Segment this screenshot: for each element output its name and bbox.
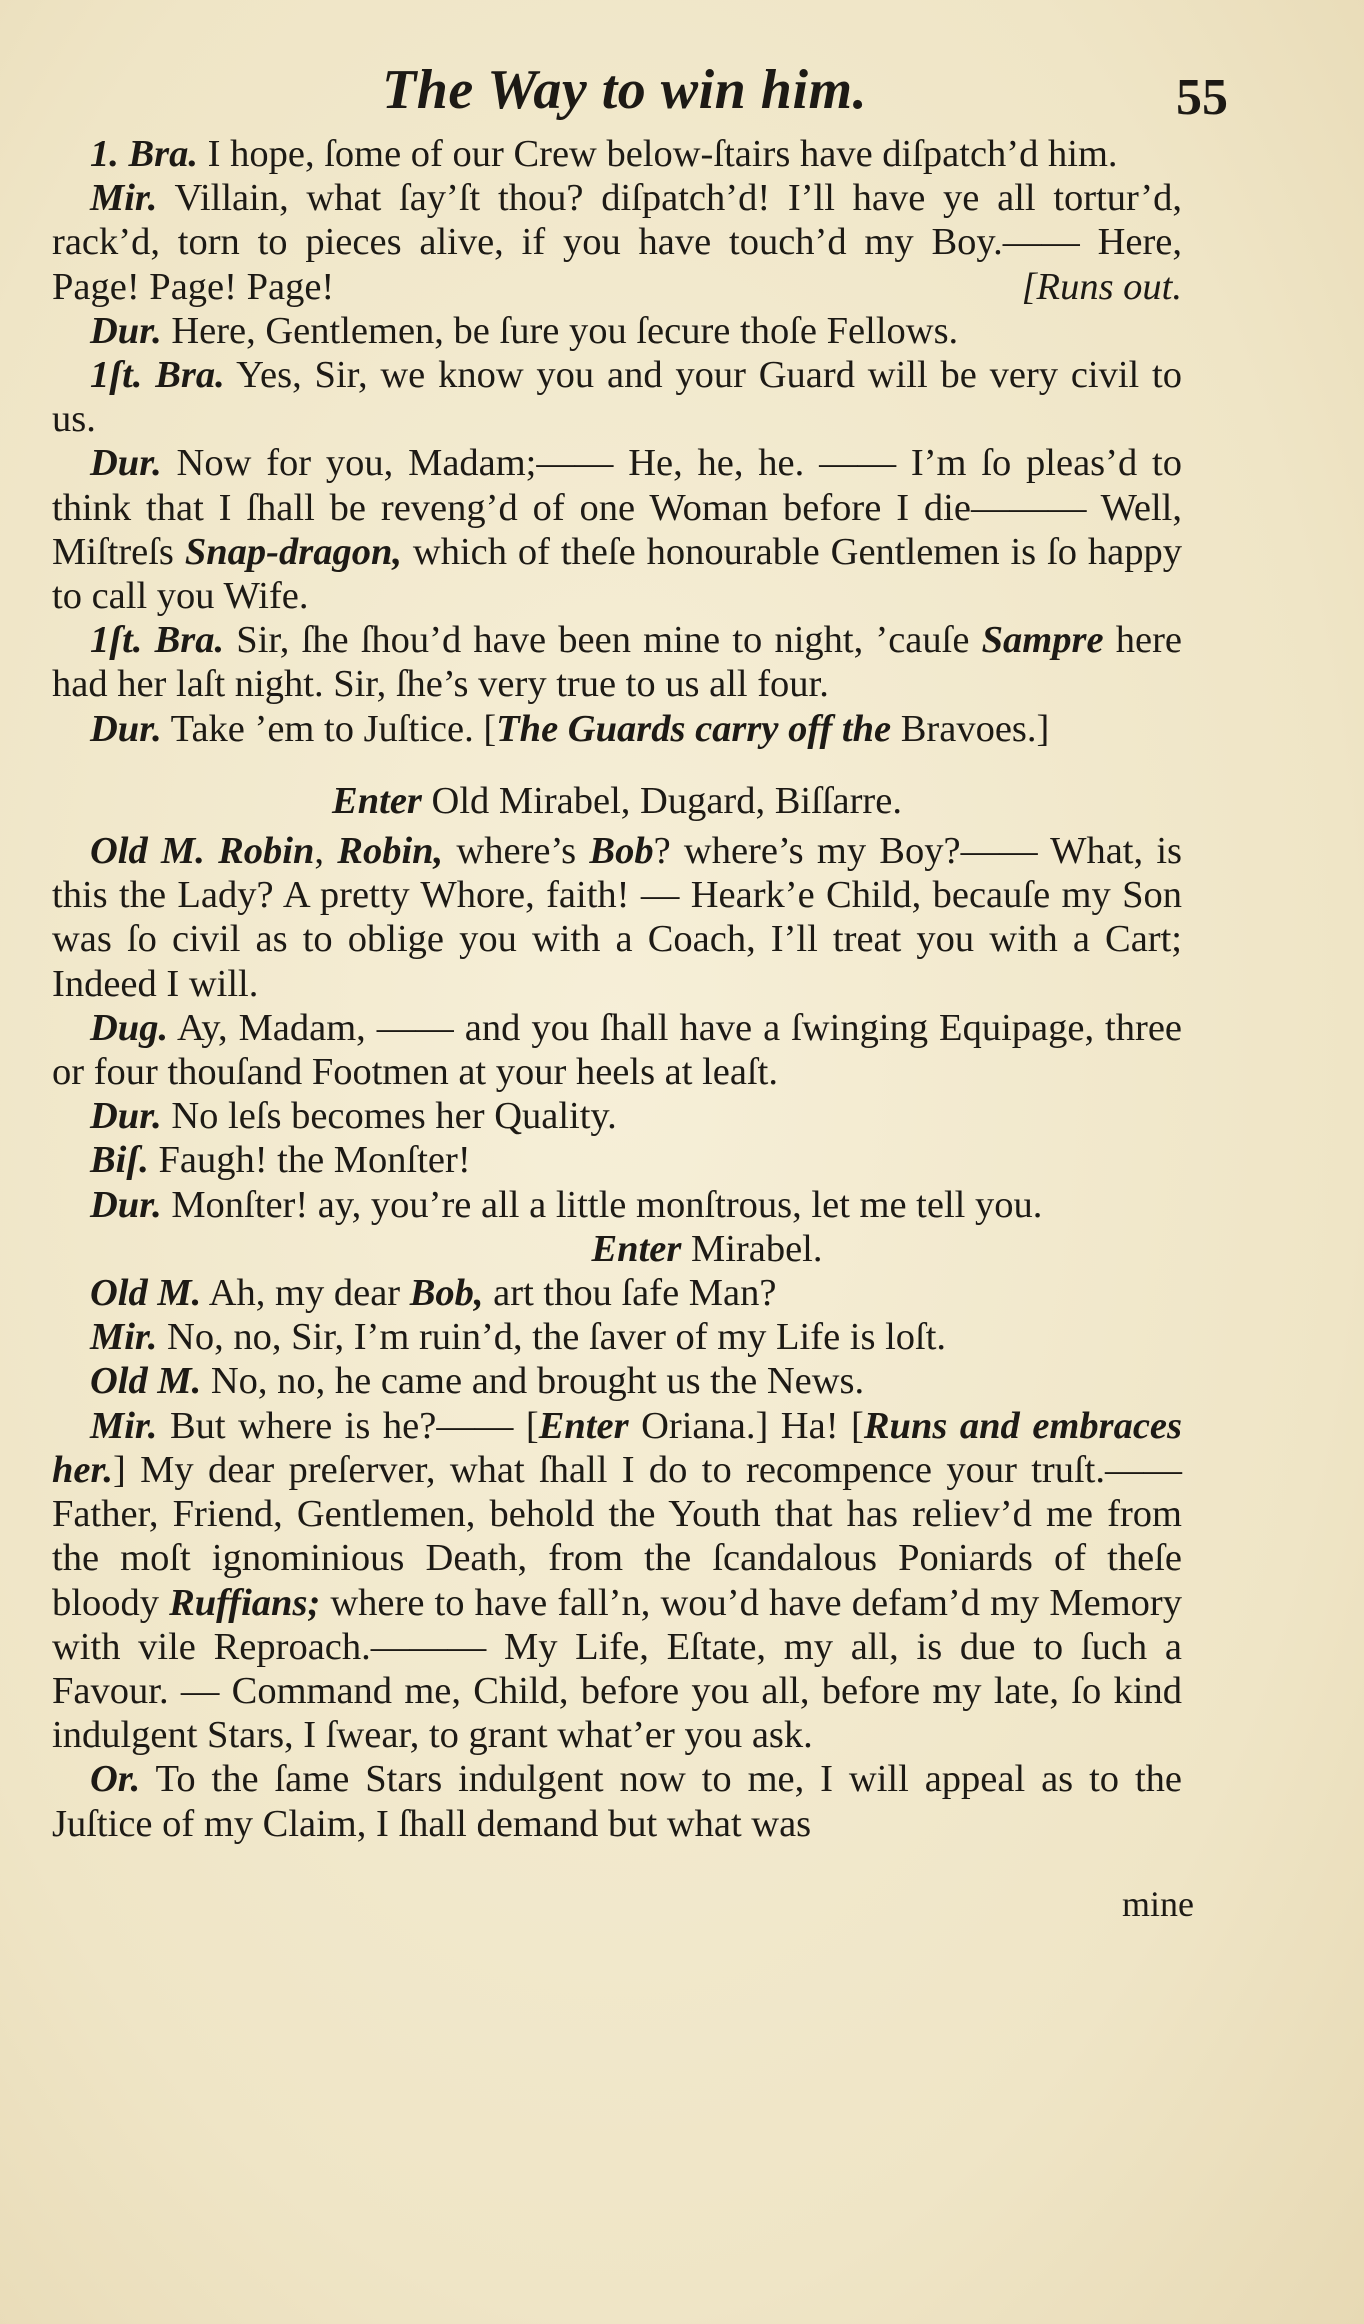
speech-bravo-3: 1ſt. Bra. Sir, ſhe ſhou’d have been mine to night, ’cauſe Sampre here had her laſt night. Sir, ſhe’s very true to us all four. (52, 619, 1182, 706)
speech-bravo-1: 1. Bra. I hope, ſome of our Crew below-ſtairs have diſpatch’d him. (90, 133, 1118, 175)
speech-duretete-1: Dur. Here, Gentlemen, be ſure you ſecure thoſe Fellows. (90, 309, 959, 352)
stage-direction-enter-mirabel: Enter Mirabel. (591, 1227, 823, 1270)
stage-direction: [Runs out. (1021, 265, 1182, 308)
speech-bisarre-1: Biſ. Faugh! the Monſter! (90, 1139, 471, 1182)
stage-direction-enter: Enter Old Mirabel, Dugard, Biſſarre. (332, 779, 902, 822)
speech-duretete-2: Dur. Now for you, Madam;—— He, he, he. —— I’m ſo pleas’d to think that I ſhall be reveng’d of one Woman before I die——— Well, Miſtreſs Snap-dragon, which of theſe honourable Gentlemen is ſo happy to call you Wife. (52, 442, 1182, 618)
speech-mirabel-1: Mir. Villain, what ſay’ſt thou? diſpatch’d! I’ll have ye all tortur’d, rack’d, torn to pieces alive, if you have touch’d my Boy.—— Here, Page! Page! Page! [Runs out. (52, 177, 1182, 308)
speech-duretete-3: Dur. Take ’em to Juſtice. [The Guards carry off the Bravoes.] (90, 707, 1050, 750)
page-number: 55 (1176, 69, 1228, 126)
speech-mirabel-2: Mir. No, no, Sir, I’m ruin’d, the ſaver of my Life is loſt. (90, 1316, 947, 1359)
speech-bravo-2: 1ſt. Bra. Yes, Sir, we know you and your Guard will be very civil to us. (52, 354, 1182, 441)
speech-mirabel-3: Mir. But where is he?—— [Enter Oriana.] Ha! [Runs and embraces her.] My dear preſerver, what ſhall I do to recompence your truſt.—— Father, Friend, Gentlemen, behold the Youth that has reliev’d me from the moſt ignominious Death, from the ſcandalous Poniards of theſe bloody Ruffians; where to have fall’n, wou’d have defam’d my Memory with vile Reproach.——— My Life, Eſtate, my all, is due to ſuch a Favour. — Command me, Child, before you all, before my late, ſo kind indulgent Stars, I ſwear, to grant what’er you ask. (52, 1404, 1183, 1757)
speech-old-mirabel-1: Old M. Robin, Robin, where’s Bob? where’s my Boy?—— What, is this the Lady? A pretty Whore, faith! — Heark’e Child, becauſe my Son was ſo civil as to oblige you with a Coach, I’ll treat you with a Cart; Indeed I will. (52, 830, 1183, 1005)
speech-old-mirabel-3: Old M. No, no, he came and brought us the News. (90, 1360, 865, 1403)
play-text (52, 132, 1194, 1926)
speech-old-mirabel-2: Old M. Ah, my dear Bob, art thou ſafe Man? (90, 1272, 777, 1315)
running-title: The Way to win him. (382, 59, 868, 121)
catchword: mine (1122, 1883, 1194, 1924)
speech-duretete-4: Dur. No leſs becomes her Quality. (90, 1095, 617, 1138)
speech-oriana-1: Or. To the ſame Stars indulgent now to me, I will appeal as to the Juſtice of my Claim, I ſhall demand but what was (52, 1758, 1182, 1845)
page-header (52, 40, 1228, 132)
speech-dugard-1: Dug. Ay, Madam, —— and you ſhall have a ſwinging Equipage, three or four thouſand Footmen at your heels at leaſt. (52, 1006, 1182, 1094)
speech-duretete-5: Dur. Monſter! ay, you’re all a little monſtrous, let me tell you. (90, 1183, 1043, 1226)
